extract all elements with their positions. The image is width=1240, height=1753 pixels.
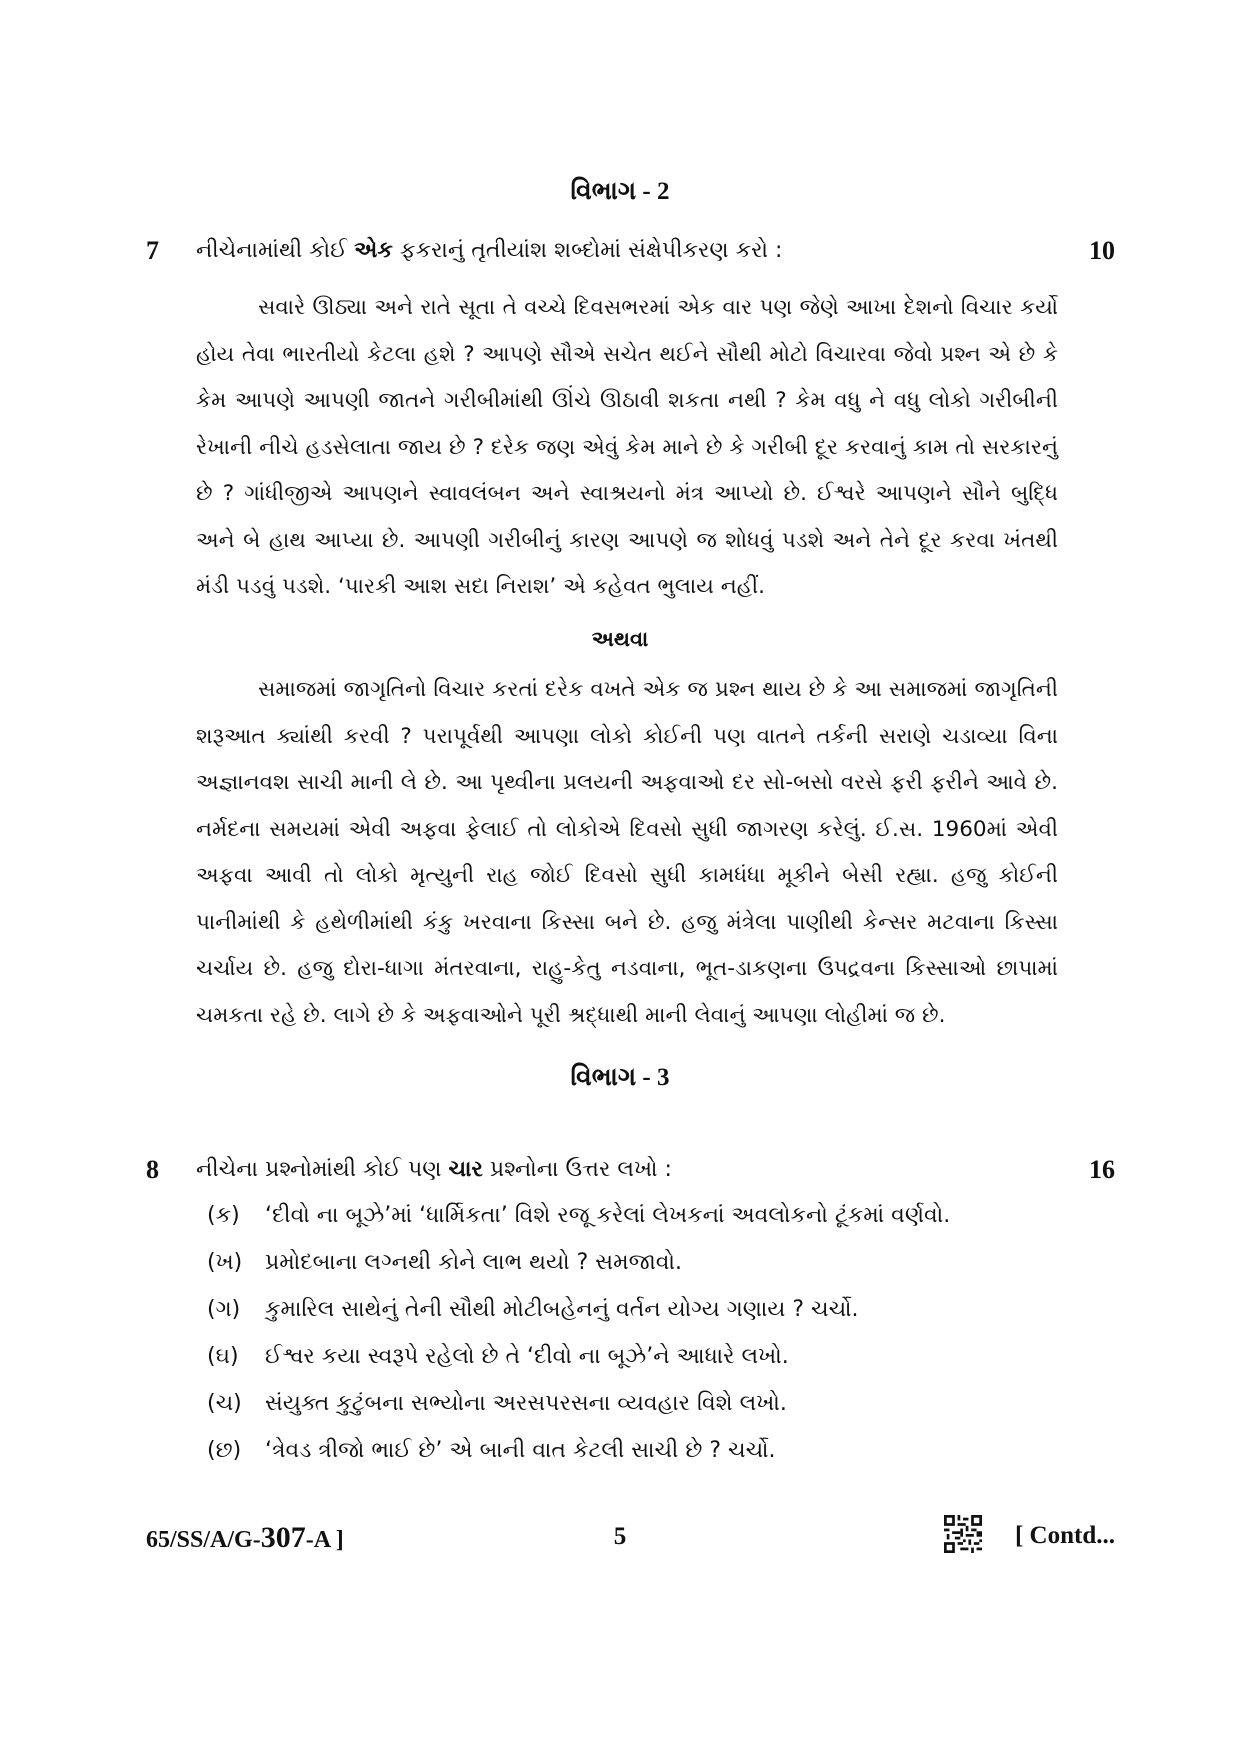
or-separator: અથવા (591, 627, 649, 651)
option-label: (ગ) (207, 1297, 241, 1322)
question-8-number: 8 (146, 1155, 159, 1184)
page-number: 5 (613, 1523, 627, 1550)
instruction-emphasis: ચાર (448, 1157, 483, 1182)
paper-code-number: 307 (260, 1521, 306, 1554)
instruction-emphasis: એક (354, 238, 393, 263)
option-item (207, 1250, 682, 1275)
section-2-title: વિભાગ - 2 (570, 178, 670, 205)
option-text: કુમારિલ સાથેનું તેની સૌથી મોટીબહેનનું વર્તન યોગ્ય ગણાય ? ચર્ચો. (265, 1297, 859, 1322)
question-7-instruction (196, 238, 782, 263)
option-text: ‘ત્રેવડ ત્રીજો ભાઈ છે’ એ બાની વાત કેટલી સાચી છે ? ચર્ચો. (265, 1438, 776, 1463)
option-label: (ચ) (207, 1391, 242, 1416)
paper-code-prefix: 65/SS/A/G- (146, 1527, 261, 1553)
question-8-instruction (196, 1157, 672, 1182)
option-item (207, 1344, 789, 1369)
question-7-number: 7 (146, 236, 159, 265)
instruction-text: નીચેનામાંથી કોઈ (196, 238, 355, 263)
option-text: સંયુક્ત કુટુંબના સભ્યોના અરસપરસના વ્યવહાર વિશે લખો. (265, 1391, 787, 1416)
option-text: ઈશ્વર કયા સ્વરૂપે રહેલો છે તે ‘દીવો ના બૂઝે’ને આધારે લખો. (265, 1344, 789, 1369)
continued-label: [ Contd... (1014, 1522, 1115, 1549)
section-3-title: વિભાગ - 3 (570, 1064, 670, 1091)
option-text: પ્રમોદબાના લગ્નથી કોને લાભ થયો ? સમજાવો. (265, 1250, 682, 1275)
paper-code-suffix: -A ] (305, 1527, 344, 1553)
question-8-marks: 16 (1089, 1155, 1115, 1184)
option-item (207, 1297, 859, 1322)
qr-code-icon (944, 1515, 982, 1553)
option-text: ‘દીવો ના બૂઝે’માં ‘ધાર્મિકતા’ વિશે રજૂ કરેલાં લેખકનાં અવલોકનો ટૂંકમાં વર્ણવો. (265, 1203, 951, 1228)
instruction-text: પ્રશ્નોના ઉત્તર લખો : (482, 1157, 672, 1182)
instruction-text: નીચેના પ્રશ્નોમાંથી કોઈ પણ (196, 1157, 449, 1182)
option-item (207, 1391, 787, 1416)
option-item (207, 1203, 950, 1228)
option-label: (છ) (207, 1438, 242, 1463)
option-label: (ઘ) (207, 1344, 239, 1369)
question-7-marks: 10 (1089, 236, 1115, 265)
option-label: (ખ) (207, 1250, 243, 1275)
question-7-paragraph-2: સમાજમાં જાગૃતિનો વિચાર કરતાં દરેક વખતે એક જ પ્રશ્ન થાય છે કે આ સમાજમાં જાગૃતિની શરૂઆત ક્યાંથી કરવી ? પરાપૂર્વથી આપણા લોકો કોઈની પણ વાતને તર્કની સરાણે ચડાવ્યા વિના અજ્ઞાનવશ સાચી માની લે છે. આ પૃથ્વીના પ્રલયની અફવાઓ દર સો-બસો વરસે ફરી ફરીને આવે છે. નર્મદના સમયમાં એવી અફવા ફેલાઈ તો લોકોએ દિવસો સુધી જાગરણ કરેલું. ઈ.સ. 1960માં એવી અફવા આવી તો લોકો મૃત્યુની રાહ જોઈ દિવસો સુધી કામધંધા મૂકીને બેસી રહ્યા. હજુ કોઈની પાનીમાંથી કે હથેળીમાંથી કંકુ ખરવાના કિસ્સા બને છે. હજુ મંત્રેલા પાણીથી કેન્સર મટવાના કિસ્સા ચર્ચાય છે. હજુ દોરા-ધાગા મંતરવાના, રાહુ-કેતુ નડવાના, ભૂત-ડાકણના ઉપદ્રવના કિસ્સાઓ છાપામાં ચમકતા રહે છે. લાગે છે કે અફવાઓને પૂરી શ્રદ્ધાથી માની લેવાનું આપણા લોહીમાં જ છે. (196, 677, 1058, 1028)
instruction-text: ફકરાનું તૃતીયાંશ શબ્દોમાં સંક્ષેપીકરણ કરો : (392, 238, 783, 263)
option-item (207, 1438, 776, 1463)
option-label: (ક) (207, 1203, 240, 1228)
question-7-paragraph-1: સવારે ઊઠ્યા અને રાતે સૂતા તે વચ્ચે દિવસભરમાં એક વાર પણ જેણે આખા દેશનો વિચાર કર્યો હોય તેવા ભારતીયો કેટલા હશે ? આપણે સૌએ સચેત થઈને સૌથી મોટો વિચારવા જેવો પ્રશ્ન એ છે કે કેમ આપણે આપણી જાતને ગરીબીમાંથી ઊંચે ઊઠાવી શકતા નથી ? કેમ વધુ ને વધુ લોકો ગરીબીની રેખાની નીચે હડસેલાતા જાય છે ? દરેક જણ એવું કેમ માને છે કે ગરીબી દૂર કરવાનું કામ તો સરકારનું છે ? ગાંધીજીએ આપણને સ્વાવલંબન અને સ્વાશ્રયનો મંત્ર આપ્યો છે. ઈશ્વરે આપણને સૌને બુદ્ધિ અને બે હાથ આપ્યા છે. આપણી ગરીબીનું કારણ આપણે જ શોધવું પડશે અને તેને દૂર કરવા ખંતથી મંડી પડવું પડશે. ‘પારકી આશ સદા નિરાશ’ એ કહેવત ભુલાય નહીં. (196, 295, 1058, 599)
